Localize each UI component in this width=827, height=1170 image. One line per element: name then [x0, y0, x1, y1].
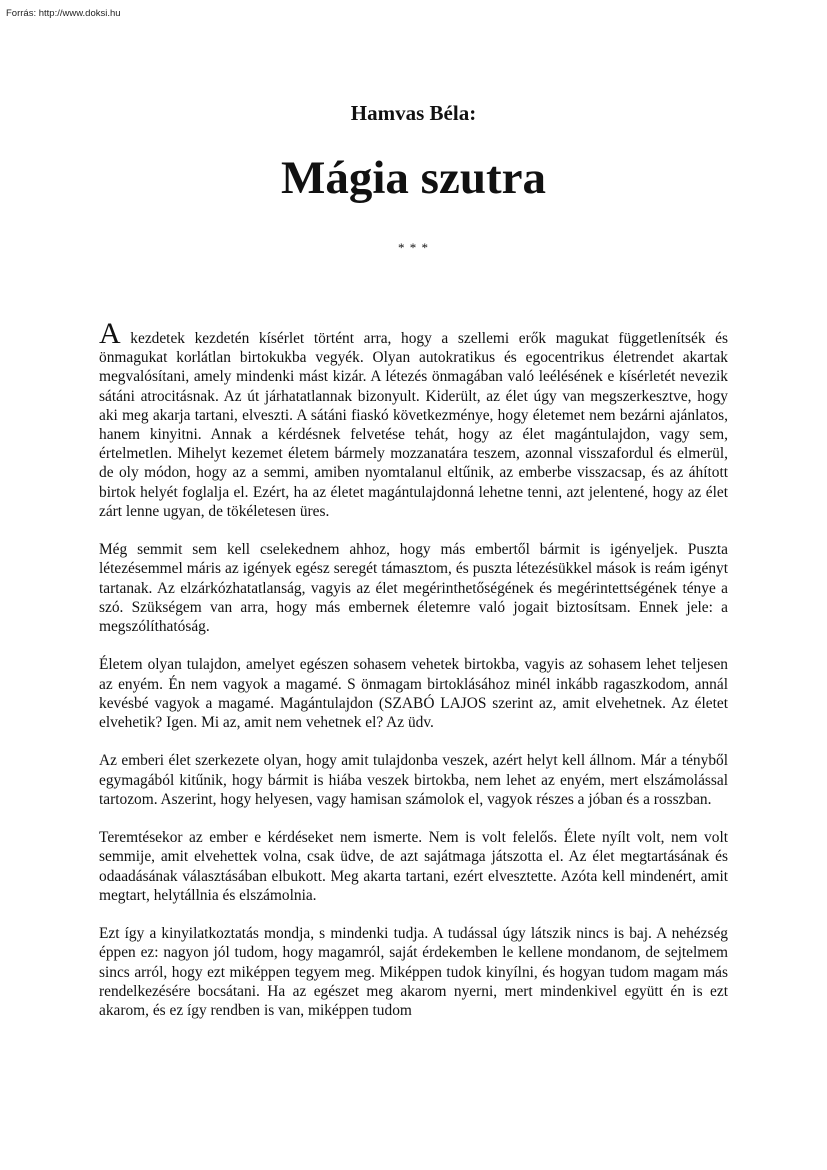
- body-text: [99, 317, 728, 1039]
- page-title: Mágia szutra: [281, 152, 546, 204]
- paragraph-2: Még semmit sem kell cselekednem ahhoz, hogy más embertől bármit is igényeljek. Puszta létezésemmel máris az igények egész seregét támasztom, és puszta létezésükkel mások is reám igényt tartanak. Az elzárkózhatatlanság, vagyis az élet megérinthetőségének és megérintettségének ténye a szó. Szükségem van arra, hogy más embernek életemre való jogait biztosítsam. Ennek jele: a megszólíthatóság.: [99, 541, 728, 636]
- paragraph-6: Ezt így a kinyilatkoztatás mondja, s mindenki tudja. A tudással úgy látszik nincs is baj. A nehézség éppen ez: nagyon jól tudom, hogy magamról, saját érdekemben le kellene mondanom, de sejtelmem sincs arról, hogy ezt miképpen tegyem meg. Miképpen tudok kinyílni, és hogyan tudom magam más rendelkezésére bocsátani. Ha az egészet meg akarom nyerni, mert mindenkivel együtt én is ezt akarom, és ez így rendben is van, miképpen tudom: [99, 925, 728, 1020]
- drop-cap: A: [99, 317, 121, 350]
- source-url: Forrás: http://www.doksi.hu: [6, 8, 121, 19]
- paragraph-5: Teremtésekor az ember e kérdéseket nem ismerte. Nem is volt felelős. Élete nyílt volt, nem volt semmije, amit elvehettek volna, csak üdve, de azt sajátmaga játszotta el. Az élet megtartásának és odaadásának választásában elbukott. Meg akarta tartani, ezért elvesztette. Azóta kell mindenért, amit megtart, helytállnia és elszámolnia.: [99, 829, 728, 904]
- paragraph-4: Az emberi élet szerkezete olyan, hogy amit tulajdonba veszek, azért helyt kell állnom. Már a tényből egymagából kitűnik, hogy bármit is hiába veszek birtokba, nem lehet az enyém, mert elszámolással tartozom. Aszerint, hogy helyesen, vagy hamisan számolok el, vagyok részes a jóban és a rosszban.: [99, 752, 728, 808]
- section-separator: * * *: [398, 240, 429, 255]
- paragraph-3: Életem olyan tulajdon, amelyet egészen sohasem vehetek birtokba, vagyis az sohasem lehet teljesen az enyém. Én nem vagyok a magamé. S önmagam birtoklásához minél inkább ragaszkodom, annál kevésbé vagyok a magamé. Magántulajdon (SZABÓ LAJOS szerint az, amit elvehetnek. Az életet elvehetik? Igen. Mi az, amit nem vehetnek el? Az üdv.: [99, 656, 728, 732]
- paragraph-1-text: kezdetek kezdetén kísérlet történt arra, hogy a szellemi erők magukat függetlenítsék és önmagukat korlátlan birtokukba vegyék. Olyan autokratikus és egocentrikus életrendet akartak megvalósítani, amely mindenki mást kizár. A létezés önmagában való leélésének e kísérletét nevezik sátáni atrocitásnak. Az út járhatatlannak bizonyult. Kiderült, az élet úgy van megszerkesztve, hogy aki meg akarja tartani, elveszti. A sátáni fiaskó következménye, hogy életemet nem bezárni ajánlatos, hanem kinyitni. Annak a kérdésnek felvetése tehát, hogy az élet magántulajdon, vagy sem, értelmetlen. Mihelyt kezemet életem bármely mozzanatára teszem, azonnal visszafordul és elmerül, de oly módon, hogy az a semmi, amiben nyomtalanul eltűnik, az emberbe visszacsap, és az áhított birtok helyét foglalja el. Ezért, ha az életet magántulajdonná lehetne tenni, azt jelentené, hogy az élet zárt lenne ugyan, de tökéletesen üres.: [99, 330, 728, 520]
- author-heading: Hamvas Béla:: [350, 101, 477, 125]
- paragraph-1: [99, 317, 728, 521]
